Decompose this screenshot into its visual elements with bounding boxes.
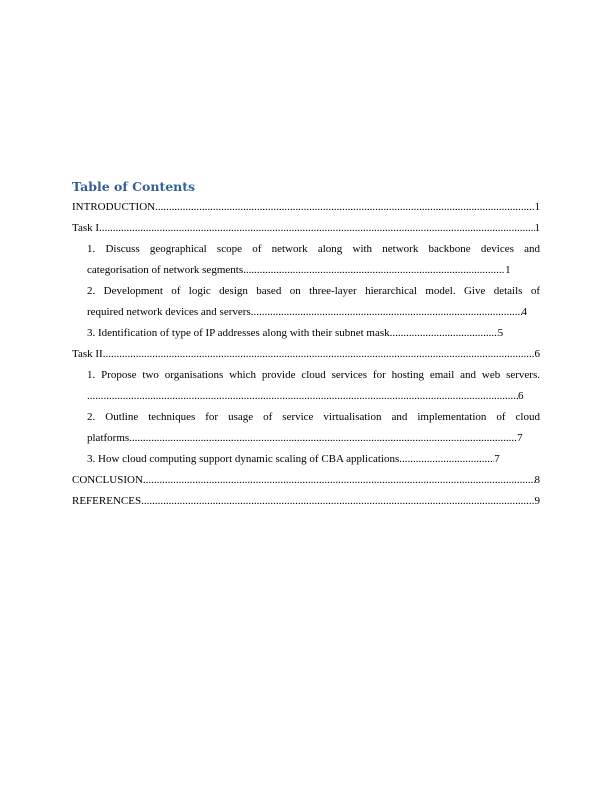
dot-leader	[399, 449, 494, 470]
toc-page-number: 7	[517, 432, 523, 444]
dot-leader	[99, 218, 534, 239]
toc-entry-label-line2: categorisation of network segments	[87, 264, 244, 276]
dot-leader	[251, 302, 522, 323]
toc-page-number: 6	[534, 348, 540, 360]
toc-entry-label: 3. Identification of type of IP addresses along with their subnet mask	[87, 327, 390, 339]
dot-leader	[141, 491, 534, 512]
toc-entry-label-line2: platforms	[87, 432, 130, 444]
table-of-contents	[72, 178, 540, 512]
toc-entry-label-line1: 1. Discuss geographical scope of network along with network backbone devices and	[87, 243, 540, 255]
toc-entry-label: REFERENCES	[72, 495, 142, 507]
toc-entry-task-2-1[interactable]	[72, 365, 540, 407]
toc-entry-task-2[interactable]	[72, 344, 540, 365]
toc-entry-label: Task I	[72, 222, 100, 234]
toc-entry-conclusion[interactable]	[72, 470, 540, 491]
dot-leader	[103, 344, 535, 365]
toc-page-number: 8	[534, 474, 540, 486]
dot-leader	[129, 428, 517, 449]
dot-leader	[155, 197, 534, 218]
toc-entry-introduction[interactable]	[72, 197, 540, 218]
toc-entry-task-1-2[interactable]	[72, 281, 540, 323]
toc-entry-task-1-1[interactable]	[72, 239, 540, 281]
toc-entry-label-line1: 2. Outline techniques for usage of service virtualisation and implementation of cloud	[87, 411, 540, 423]
toc-entry-label: INTRODUCTION	[72, 201, 156, 213]
dot-leader	[143, 470, 535, 491]
toc-entry-task-1[interactable]	[72, 218, 540, 239]
toc-entry-label: 3. How cloud computing support dynamic scaling of CBA applications	[87, 453, 400, 465]
toc-title: Table of Contents	[72, 179, 196, 194]
toc-page-number: 5	[497, 327, 504, 339]
toc-entry-label-line1: 2. Development of logic design based on three-layer hierarchical model. Give details of	[87, 285, 540, 297]
toc-page-number: 1	[534, 201, 540, 213]
toc-entry-label-line2: required network devices and servers	[87, 306, 251, 318]
toc-entry-label: Task II	[72, 348, 103, 360]
dot-leader	[390, 323, 498, 344]
dot-leader	[87, 386, 518, 407]
toc-entry-task-2-2[interactable]	[72, 407, 540, 449]
toc-page-number: 6	[518, 390, 524, 402]
toc-entry-label-line1: 1. Propose two organisations which provide cloud services for hosting email and web servers.	[87, 369, 540, 381]
toc-page-number: 1	[534, 222, 540, 234]
toc-page-number: 4	[521, 306, 527, 318]
toc-entry-task-2-3[interactable]	[72, 449, 540, 470]
toc-entry-label: CONCLUSION	[72, 474, 143, 486]
toc-entry-references[interactable]	[72, 491, 540, 512]
toc-page-number: 7	[494, 453, 500, 465]
toc-page-number: 9	[534, 495, 540, 507]
toc-page-number: 1	[505, 264, 511, 276]
dot-leader	[243, 260, 505, 281]
toc-entry-task-1-3[interactable]	[72, 323, 527, 344]
